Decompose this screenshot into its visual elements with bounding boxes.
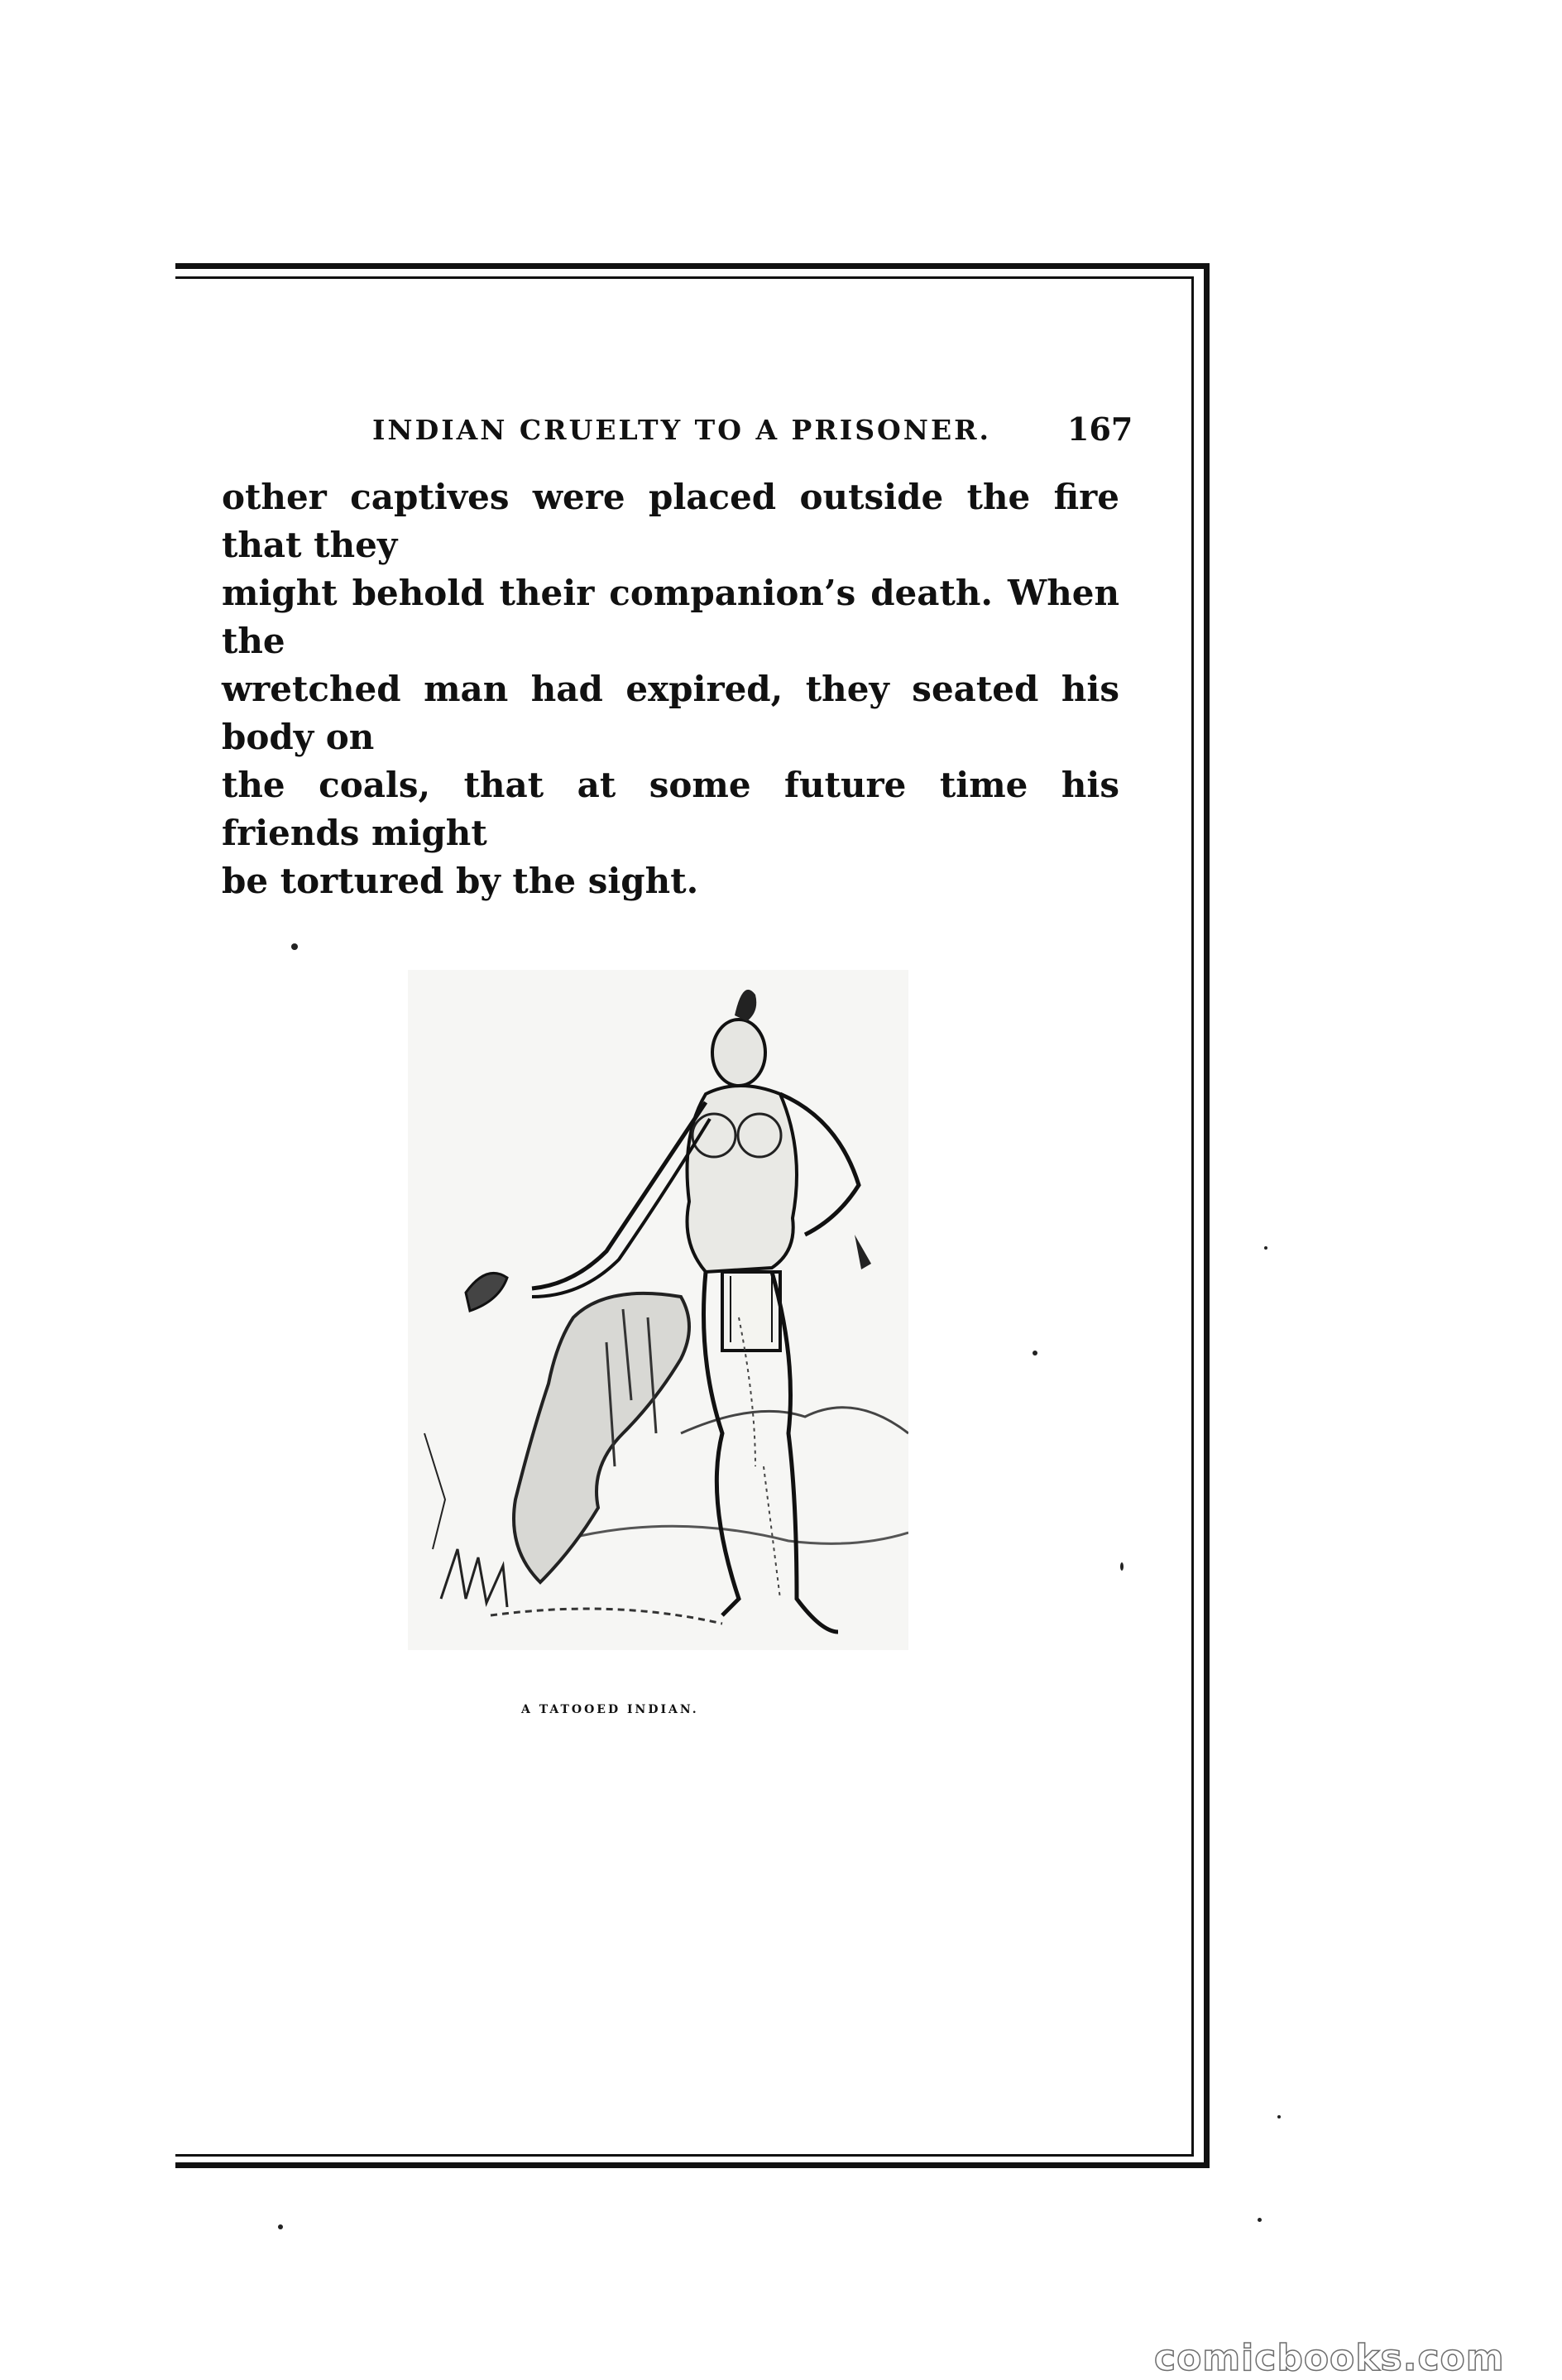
scan-speck <box>1277 2115 1281 2118</box>
engraving-illustration <box>408 970 908 1650</box>
figure-caption: A TATOOED INDIAN. <box>521 1703 699 1716</box>
body-line: wretched man had expired, they seated his body on <box>222 669 1119 757</box>
scan-speck <box>1120 1562 1124 1571</box>
running-head: INDIAN CRUELTY TO A PRISONER. <box>372 414 992 446</box>
body-line: be tortured by the sight. <box>222 861 699 901</box>
frame-top-inner-rule <box>175 276 1193 279</box>
body-line: might behold their companion’s death. When the <box>222 573 1119 661</box>
scan-speck <box>1264 1246 1267 1250</box>
scan-speck <box>278 2224 283 2229</box>
frame-bottom-rule <box>175 2162 1210 2168</box>
watermark-logo: comicbooks.com <box>1154 2337 1505 2379</box>
body-paragraph <box>222 473 1119 905</box>
frame-right-inner-rule <box>1191 276 1194 2157</box>
scan-speck <box>1033 1351 1037 1356</box>
scan-speck <box>291 943 298 950</box>
frame-bottom-inner-rule <box>175 2154 1194 2157</box>
page-number: 167 <box>1067 410 1133 448</box>
frame-top-rule <box>175 263 1208 269</box>
frame-right-rule <box>1204 263 1210 2168</box>
body-line: other captives were placed outside the fire that they <box>222 477 1119 565</box>
scan-speck <box>1258 2218 1262 2222</box>
body-line: the coals, that at some future time his friends might <box>222 765 1119 853</box>
